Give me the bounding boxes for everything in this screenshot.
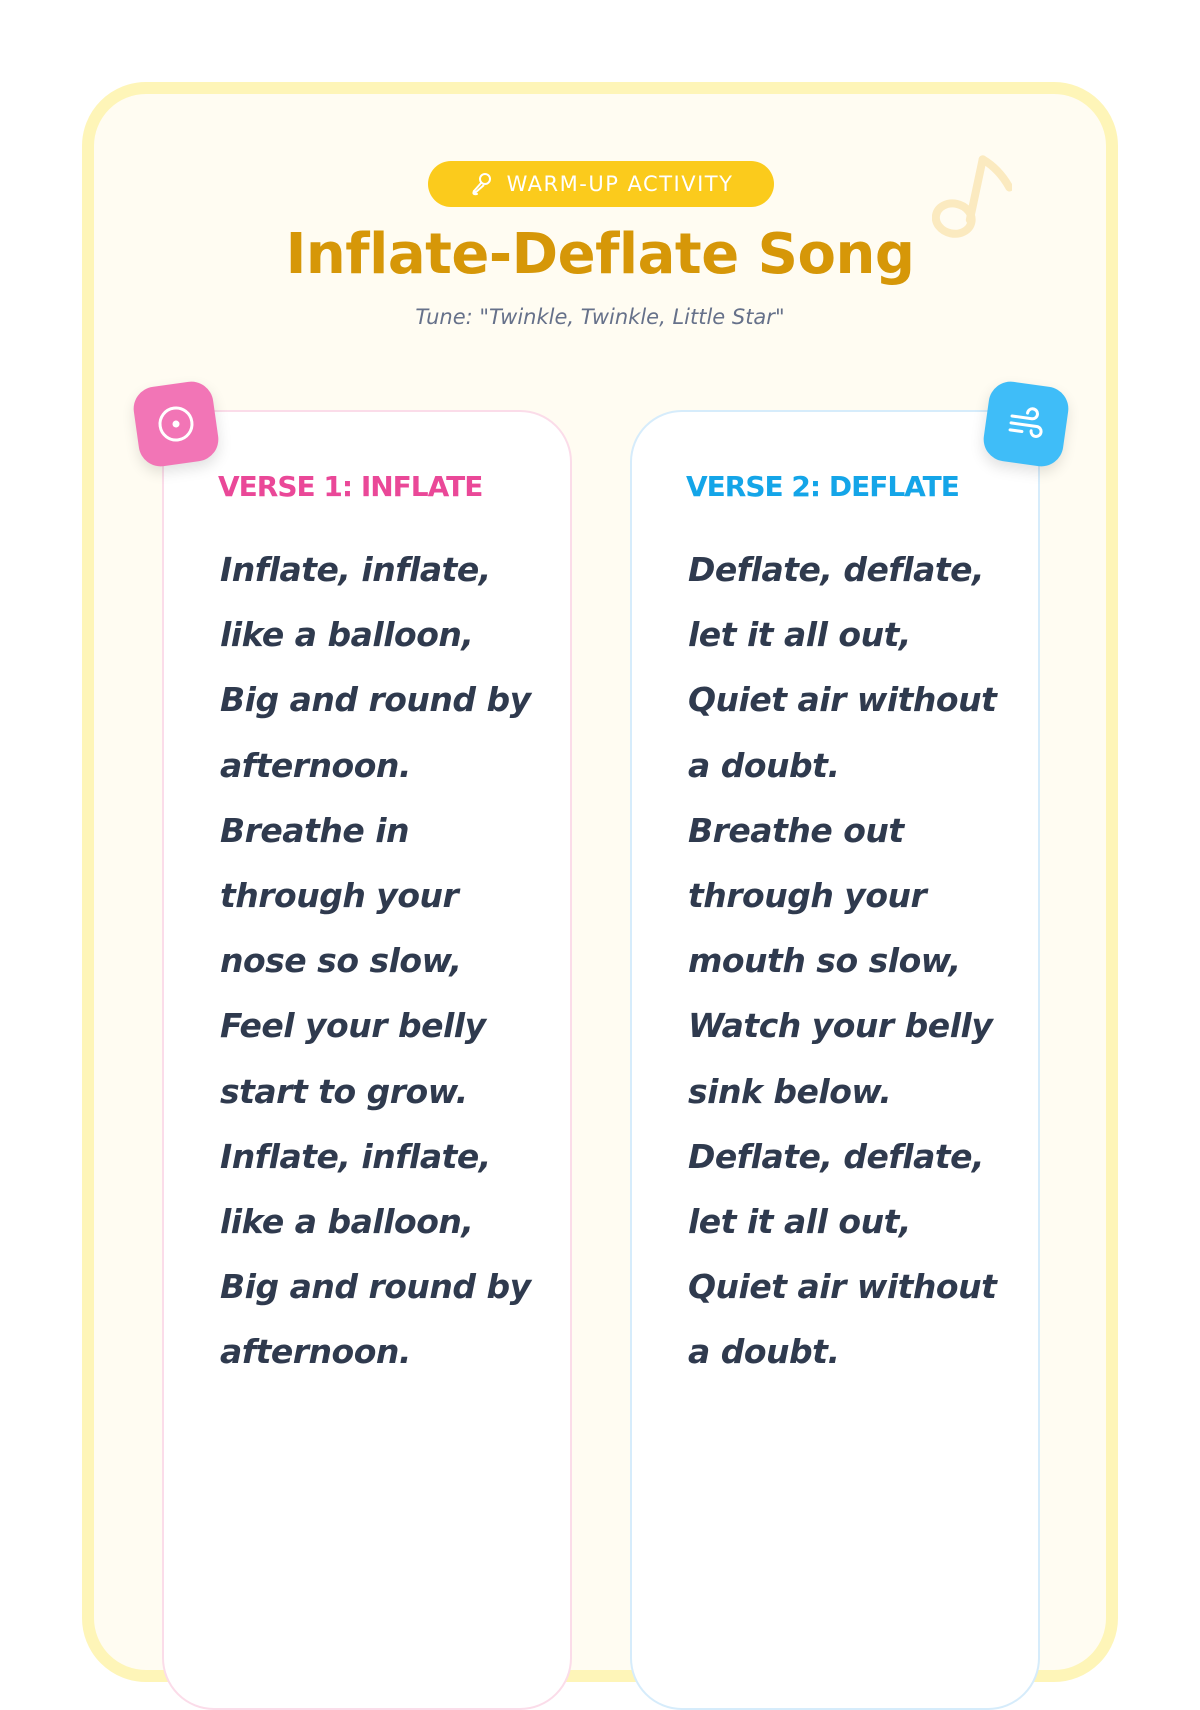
verse-1-lyrics (220, 537, 540, 1385)
lyric-line: Quiet air without a doubt. (688, 680, 997, 785)
wind-icon (1002, 400, 1049, 447)
lyric-line: Big and round by afternoon. (220, 1267, 531, 1372)
verse-2-heading: VERSE 2: DEFLATE (686, 470, 959, 503)
lyric-line: Breathe in through your nose so slow, (220, 810, 462, 981)
verse-1-icon-tile (131, 379, 221, 469)
verse-1-heading: VERSE 1: INFLATE (218, 470, 483, 503)
lyric-line: Big and round by afternoon. (220, 680, 531, 785)
lyric-line: Deflate, deflate, let it all out, (688, 550, 985, 655)
badge-label: WARM-UP ACTIVITY (506, 172, 734, 196)
lyric-line: Quiet air without a doubt. (688, 1267, 997, 1372)
verse-2-lyrics (688, 537, 998, 1385)
lyric-line: Breathe out through your mouth so slow, (688, 810, 961, 981)
tune-subtitle: Tune: "Twinkle, Twinkle, Little Star" (415, 305, 785, 329)
target-icon (153, 401, 198, 446)
lyric-line: Deflate, deflate, let it all out, (688, 1136, 985, 1242)
page-title: Inflate-Deflate Song (285, 222, 915, 287)
lyric-line: Watch your belly sink below. (688, 1006, 993, 1111)
lyric-line: Feel your belly start to grow. (220, 1006, 486, 1111)
verse-2-icon-tile (981, 379, 1071, 469)
lyric-line: Inflate, inflate, like a balloon, (220, 550, 491, 655)
microphone-icon (469, 171, 495, 197)
activity-badge (428, 161, 774, 207)
lyric-line: Inflate, inflate, like a balloon, (220, 1136, 491, 1242)
